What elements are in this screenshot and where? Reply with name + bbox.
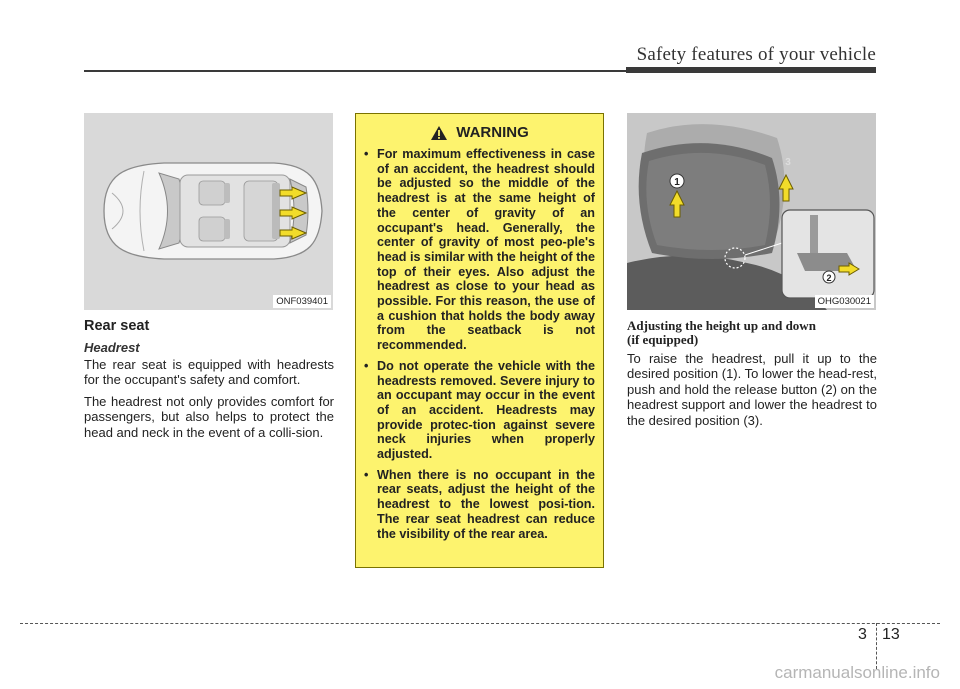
warning-header [364,124,595,141]
chapter-number: 3 [858,626,867,643]
left-column [84,113,334,446]
header-title: Safety features of your vehicle [636,44,876,65]
warning-item: • For maximum effectiveness in case of an accident, the headrest should be adjusted so the middle of the headrest is at the same height of the center of gravity of an occupant's head. Generally, the center of gravity of most peo-ple's head is similar with the height of the top of their eyes. Also adjust the headrest as close to your head as possible. For this reason, the use of a cushion that holds the body away from the seatback is not recommended. [364,147,595,353]
page-number: 13 [882,626,900,643]
section-title: Rear seat [84,318,150,334]
adjust-paragraph: To raise the headrest, pull it up to the desired position (1). To lower the head-rest, push and hold the release button (2) on the headrest support and lower the headrest to the desired position (3). [627,351,877,428]
adjust-heading-line2: (if equipped) [627,332,699,347]
right-column [627,113,877,434]
headrest-illustration [627,113,876,310]
warning-box [355,113,604,568]
callout-3: 3 [785,157,791,168]
figure-code-right: OHG030021 [815,295,874,308]
paragraph-1: The rear seat is equipped with headrests for the occupant's safety and comfort. [84,357,334,388]
car-top-view-illustration [84,113,333,310]
adjust-heading [627,319,877,347]
warning-item: • Do not operate the vehicle with the headrests removed. Severe injury to an occupant may occur in the event of an accident. Headrests may provide protec-tion against severe neck injuries when properly adjusted. [364,359,595,462]
paragraph-2: The headrest not only provides comfort for passengers, but also helps to protect the head and neck in the event of a colli-sion. [84,393,334,440]
headrest-adjust-figure [627,113,876,310]
callout-2: 2 [826,273,832,283]
figure-code-left: ONF039401 [273,295,331,308]
warning-item: • When there is no occupant in the rear seats, adjust the height of the headrest to the lowest posi-tion. The rear seat headrest can reduce the visibility of the rear area. [364,468,595,542]
warning-triangle-icon [430,125,448,141]
adjust-heading-line1: Adjusting the height up and down [627,318,816,333]
warning-list [364,147,595,541]
header-rule-accent [626,67,876,73]
subheading: Headrest [84,340,140,355]
car-top-view-figure [84,113,333,310]
warning-title: WARNING [456,124,529,141]
watermark: carmanualsonline.info [774,663,940,682]
callout-1: 1 [674,177,680,188]
footer-rule [20,623,940,624]
